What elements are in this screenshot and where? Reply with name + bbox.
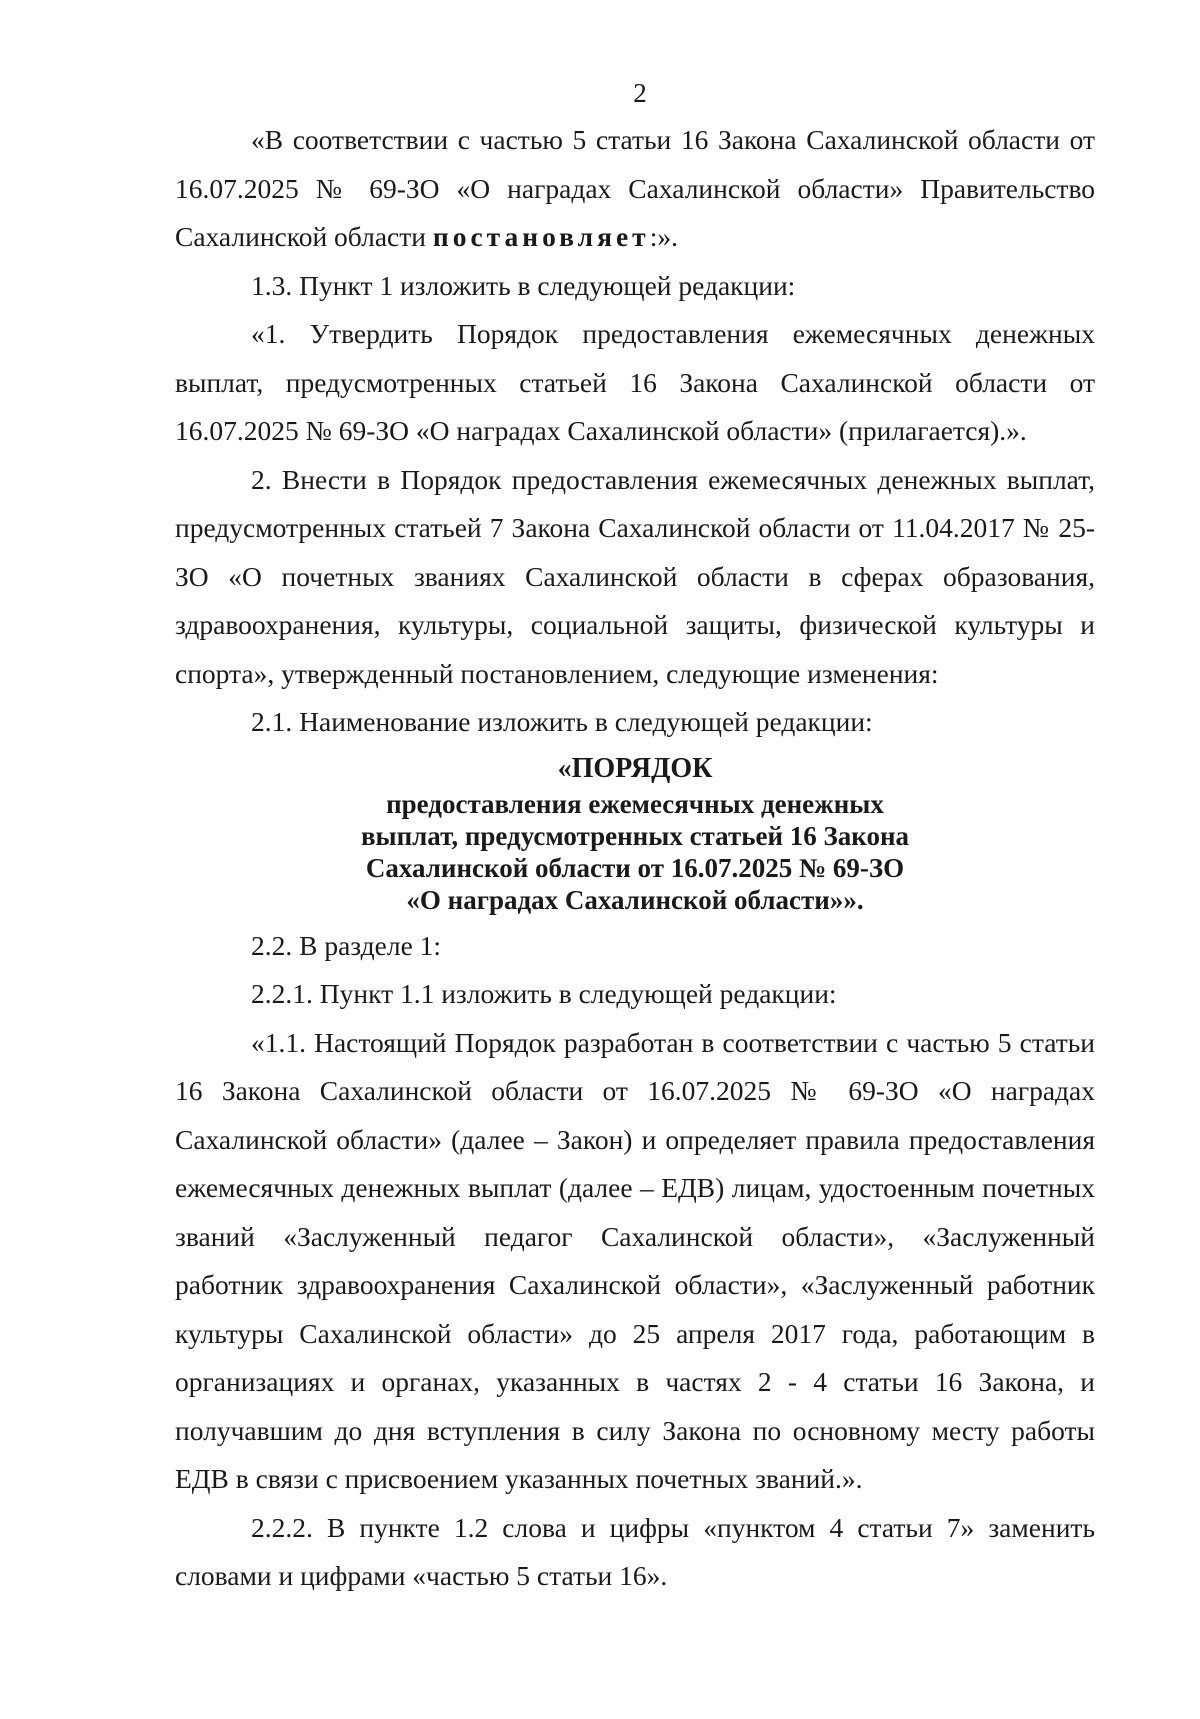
order-heading [175,750,1095,916]
paragraph-2-2-2: 2.2.2. В пункте 1.2 слова и цифры «пунктом 4 статьи 7» заменить словами и цифрами «частью 5 статьи 16». [175,1511,1095,1591]
paragraph-2: 2. Внести в Порядок предоставления ежемесячных денежных выплат, предусмотренных статьей 7 Закона Сахалинской области от 11.04.2017 № 25-ЗО «О почетных званиях Сахалинской области в сферах образования, здравоохранения, культуры, социальной защиты, физической культуры и спорта», утвержденный постановлением, следующие изменения: [175,463,1095,689]
preamble-text: «В соответствии с частью 5 статьи 16 Закона Сахалинской области от 16.07.2025 № 69-ЗО «О наградах Сахалинской области» Правительство Сахалинской области [175,124,1095,252]
paragraph-2-2-1: 2.2.1. Пункт 1.1 изложить в следующей редакции: [251,978,837,1009]
paragraph-2-1: 2.1. Наименование изложить в следующей редакции: [251,706,873,737]
paragraph-point-1-text: «1. Утвердить Порядок предоставления ежемесячных денежных выплат, предусмотренных статьей 16 Закона Сахалинской области от 16.07.2025 № 69-ЗО «О наградах Сахалинской области» (прилагается).». [175,318,1095,446]
order-heading-title: «ПОРЯДОК [557,752,713,784]
paragraph-1-3: 1.3. Пункт 1 изложить в следующей редакции: [251,269,796,301]
order-heading-line: Сахалинской области от 16.07.2025 № 69-ЗО [365,852,905,883]
document-body [175,116,1095,1601]
order-heading-line: выплат, предусмотренных статьей 16 Закона [360,820,910,851]
emphasis-postanovlyaet: постановляет [432,221,650,252]
paragraph-point-1-1-text: «1.1. Настоящий Порядок разработан в соответствии с частью 5 статьи 16 Закона Сахалинской области от 16.07.2025 № 69-ЗО «О наградах Сахалинской области» (далее – Закон) и определяет правила предоставления ежемесячных денежных выплат (далее – ЕДВ) лицам, удостоенным почетных званий «Заслуженный педагог Сахалинской области», «Заслуженный работник здравоохранения Сахалинской области», «Заслуженный работник культуры Сахалинской области» до 25 апреля 2017 года, работающим в организациях и органах, указанных в частях 2 - 4 статьи 16 Закона, и получавшим до дня вступления в силу Закона по основному месту работы ЕДВ в связи с присвоением указанных почетных званий.». [175,1026,1095,1494]
order-heading-line: предоставления ежемесячных денежных [386,788,884,819]
preamble-closing: :». [649,221,678,252]
paragraph-2-2: 2.2. В разделе 1: [251,929,442,961]
page-number: 2 [633,78,647,108]
order-heading-line: «О наградах Сахалинской области»». [406,884,864,915]
paragraph-preamble-amendment [175,116,1095,262]
